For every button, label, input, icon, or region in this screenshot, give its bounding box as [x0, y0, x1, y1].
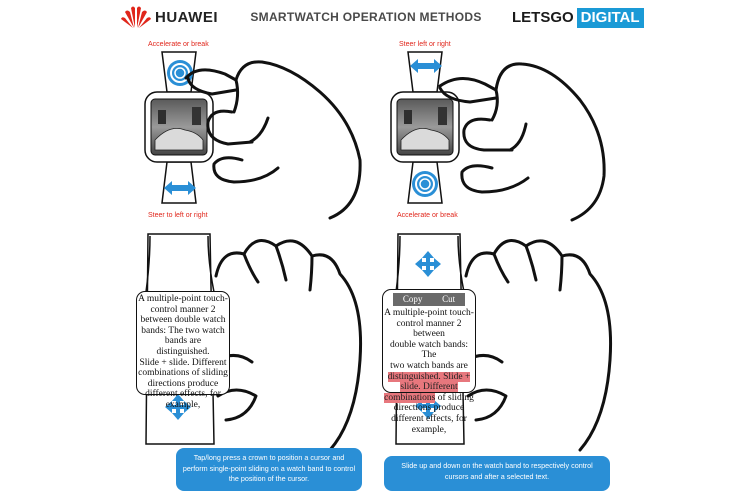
- screen-line: of sliding: [435, 392, 474, 403]
- watch-screen-right: [382, 289, 476, 435]
- screen-line: A multiple-point touch-: [138, 294, 228, 304]
- hand-top-right: [440, 64, 604, 220]
- screen-line: example,: [165, 399, 201, 410]
- note-left: Tap/long press a crown to position a cursor and perform single-point sliding on a watch band to control the position of the cursor.: [176, 448, 362, 491]
- site-logo-left: LETSGO: [512, 9, 574, 26]
- hand-bottom-left: [216, 241, 361, 450]
- caption-top-left: Accelerate or break: [148, 41, 209, 48]
- copy-button[interactable]: Copy: [402, 294, 423, 305]
- screen-line: double watch bands: The: [389, 339, 469, 361]
- site-logo-right: DIGITAL: [577, 8, 644, 28]
- selected-text[interactable]: combinations: [384, 392, 436, 403]
- caption-bottom-right: Accelerate or break: [397, 212, 458, 219]
- screen-line: control manner 2 between: [396, 318, 462, 340]
- selected-text[interactable]: distinguished. Slide +: [387, 371, 471, 382]
- watch-screen-photo-top-left: [151, 99, 207, 155]
- screen-line: control manner 2: [150, 304, 216, 315]
- screen-line: different effects, for: [145, 389, 221, 400]
- screen-line: bands: The two watch: [141, 325, 225, 336]
- caption-top-right: Steer left or right: [399, 41, 451, 48]
- cut-button[interactable]: Cut: [442, 294, 456, 305]
- brand-name: HUAWEI: [155, 9, 218, 26]
- note-right: Slide up and down on the watch band to respectively control cursors and after a selected text.: [384, 456, 610, 491]
- screen-line: two watch bands are: [390, 360, 468, 371]
- screen-line: directions produce: [393, 403, 465, 414]
- screen-line: bands are distinguished.: [156, 336, 210, 357]
- screen-line: directions produce: [147, 378, 219, 389]
- tap-circle-icon: [412, 171, 438, 197]
- watch-screen-photo-top-right: [397, 99, 453, 155]
- screen-line: between double watch: [140, 315, 226, 326]
- screen-line: combinations of sliding: [138, 368, 228, 379]
- screen-line: different effects, for: [391, 413, 467, 424]
- screen-line: example,: [411, 424, 447, 435]
- page-title: SMARTWATCH OPERATION METHODS: [250, 10, 482, 24]
- selected-text[interactable]: slide. Different: [400, 382, 458, 393]
- copy-cut-menu: [393, 293, 465, 306]
- screen-line: Slide + slide. Different: [139, 357, 227, 368]
- watch-screen-left: [136, 291, 230, 410]
- caption-bottom-left: Steer to left or right: [148, 212, 208, 219]
- hand-bottom-right: [466, 241, 611, 450]
- screen-line: A multiple-point touch-: [384, 308, 474, 318]
